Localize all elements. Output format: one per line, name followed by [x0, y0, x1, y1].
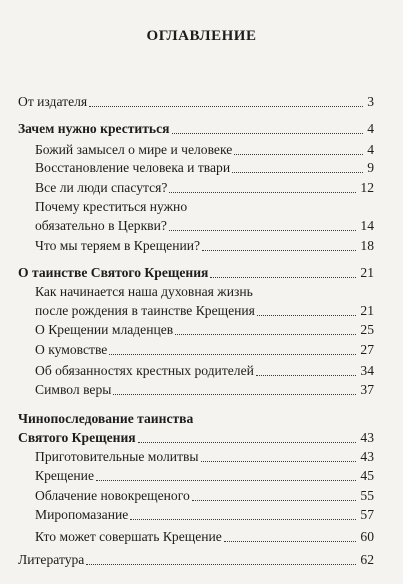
- toc-page-number: 9: [367, 160, 374, 175]
- toc-entry-label: Крещение: [35, 468, 94, 483]
- toc-page-number: 18: [360, 238, 374, 253]
- dot-leader: [96, 480, 356, 481]
- toc-entry: [0, 283, 403, 318]
- toc-page-number: 21: [360, 265, 374, 280]
- dot-leader: [201, 461, 357, 462]
- toc-entry: [0, 467, 403, 487]
- toc-entry: [0, 487, 403, 507]
- toc-page-number: 45: [360, 468, 374, 483]
- toc-entry: [0, 528, 403, 548]
- toc-page-number: 55: [360, 488, 374, 503]
- toc-entry-label: Кто может совершать Крещение: [35, 529, 222, 544]
- toc-entry-label: Символ веры: [35, 382, 112, 397]
- dot-leader: [169, 230, 357, 231]
- dot-leader: [169, 192, 356, 193]
- toc-page-number: 3: [367, 94, 374, 109]
- toc-page-number: 57: [360, 507, 374, 522]
- toc-entry: [0, 120, 403, 140]
- toc-entry: [0, 264, 403, 284]
- toc-entry: [0, 321, 403, 341]
- toc-entry-label: Все ли люди спасутся?: [35, 180, 168, 195]
- toc-entry: [0, 448, 403, 468]
- toc-entry: [0, 341, 403, 361]
- toc-entry: [0, 141, 403, 161]
- toc-page-number: 4: [367, 121, 374, 136]
- toc-entry-label: О Крещении младенцев: [35, 322, 174, 337]
- toc-entry-label: Восстановление человека и твари: [35, 160, 231, 175]
- toc-entry-label: О таинстве Святого Крещения: [18, 265, 209, 280]
- toc-entry-label: после рождения в таинстве Крещения: [35, 303, 255, 318]
- toc-page-number: 34: [360, 363, 374, 378]
- dot-leader: [257, 315, 356, 316]
- toc-entry-label: Почему креститься нужно: [35, 199, 188, 214]
- dot-leader: [202, 250, 356, 251]
- dot-leader: [172, 133, 364, 134]
- toc-entry: [0, 381, 403, 401]
- toc-page-number: 62: [360, 552, 374, 567]
- toc-entry-label: Литература: [18, 552, 85, 567]
- toc-page-number: 25: [360, 322, 374, 337]
- toc-entry-label: От издателя: [18, 94, 88, 109]
- toc-entry: [0, 179, 403, 199]
- toc-page-number: 12: [360, 180, 374, 195]
- toc-page-number: 14: [360, 218, 374, 233]
- toc-entry-label: Как начинается наша духовная жизнь: [35, 284, 253, 299]
- toc-page-number: 27: [360, 342, 374, 357]
- dot-leader: [89, 106, 363, 107]
- toc-entry-label: Зачем нужно креститься: [18, 121, 170, 136]
- dot-leader: [192, 500, 357, 501]
- dot-leader: [210, 277, 356, 278]
- dot-leader: [113, 394, 356, 395]
- toc-entry: [0, 410, 403, 445]
- toc-entry-label: Святого Крещения: [18, 430, 136, 445]
- toc-entry: [0, 551, 403, 571]
- toc-page-number: 4: [367, 142, 374, 157]
- toc-entry-label: Приготовительные молитвы: [35, 449, 199, 464]
- toc-page-number: 60: [360, 529, 374, 544]
- toc-page-number: 43: [360, 449, 374, 464]
- toc-page-number: 21: [360, 303, 374, 318]
- dot-leader: [86, 564, 356, 565]
- toc-entry-label: Облачение новокрещеного: [35, 488, 190, 503]
- dot-leader: [224, 541, 357, 542]
- dot-leader: [138, 442, 357, 443]
- toc-entry-label: Божий замысел о мире и человеке: [35, 142, 233, 157]
- page-title: ОГЛАВЛЕНИЕ: [146, 28, 257, 44]
- toc-page-number: 37: [360, 382, 374, 397]
- toc-entry: [0, 198, 403, 233]
- toc-entry-label: Об обязанностях крестных родителей: [35, 363, 254, 378]
- toc-entry: [0, 93, 403, 113]
- toc-entry-label: обязательно в Церкви?: [35, 218, 167, 233]
- toc-entry-label: О кумовстве: [35, 342, 108, 357]
- toc-entry-label: Чинопоследование таинства: [18, 411, 194, 426]
- toc-entry-label: Миропомазание: [35, 507, 129, 522]
- toc-entry: [0, 506, 403, 526]
- dot-leader: [256, 375, 357, 376]
- toc-entry: [0, 362, 403, 382]
- toc-entry: [0, 237, 403, 257]
- dot-leader: [109, 354, 356, 355]
- dot-leader: [130, 519, 356, 520]
- toc-entry: [0, 159, 403, 179]
- toc-entry-label: Что мы теряем в Крещении?: [35, 238, 201, 253]
- dot-leader: [175, 334, 356, 335]
- toc-page-number: 43: [360, 430, 374, 445]
